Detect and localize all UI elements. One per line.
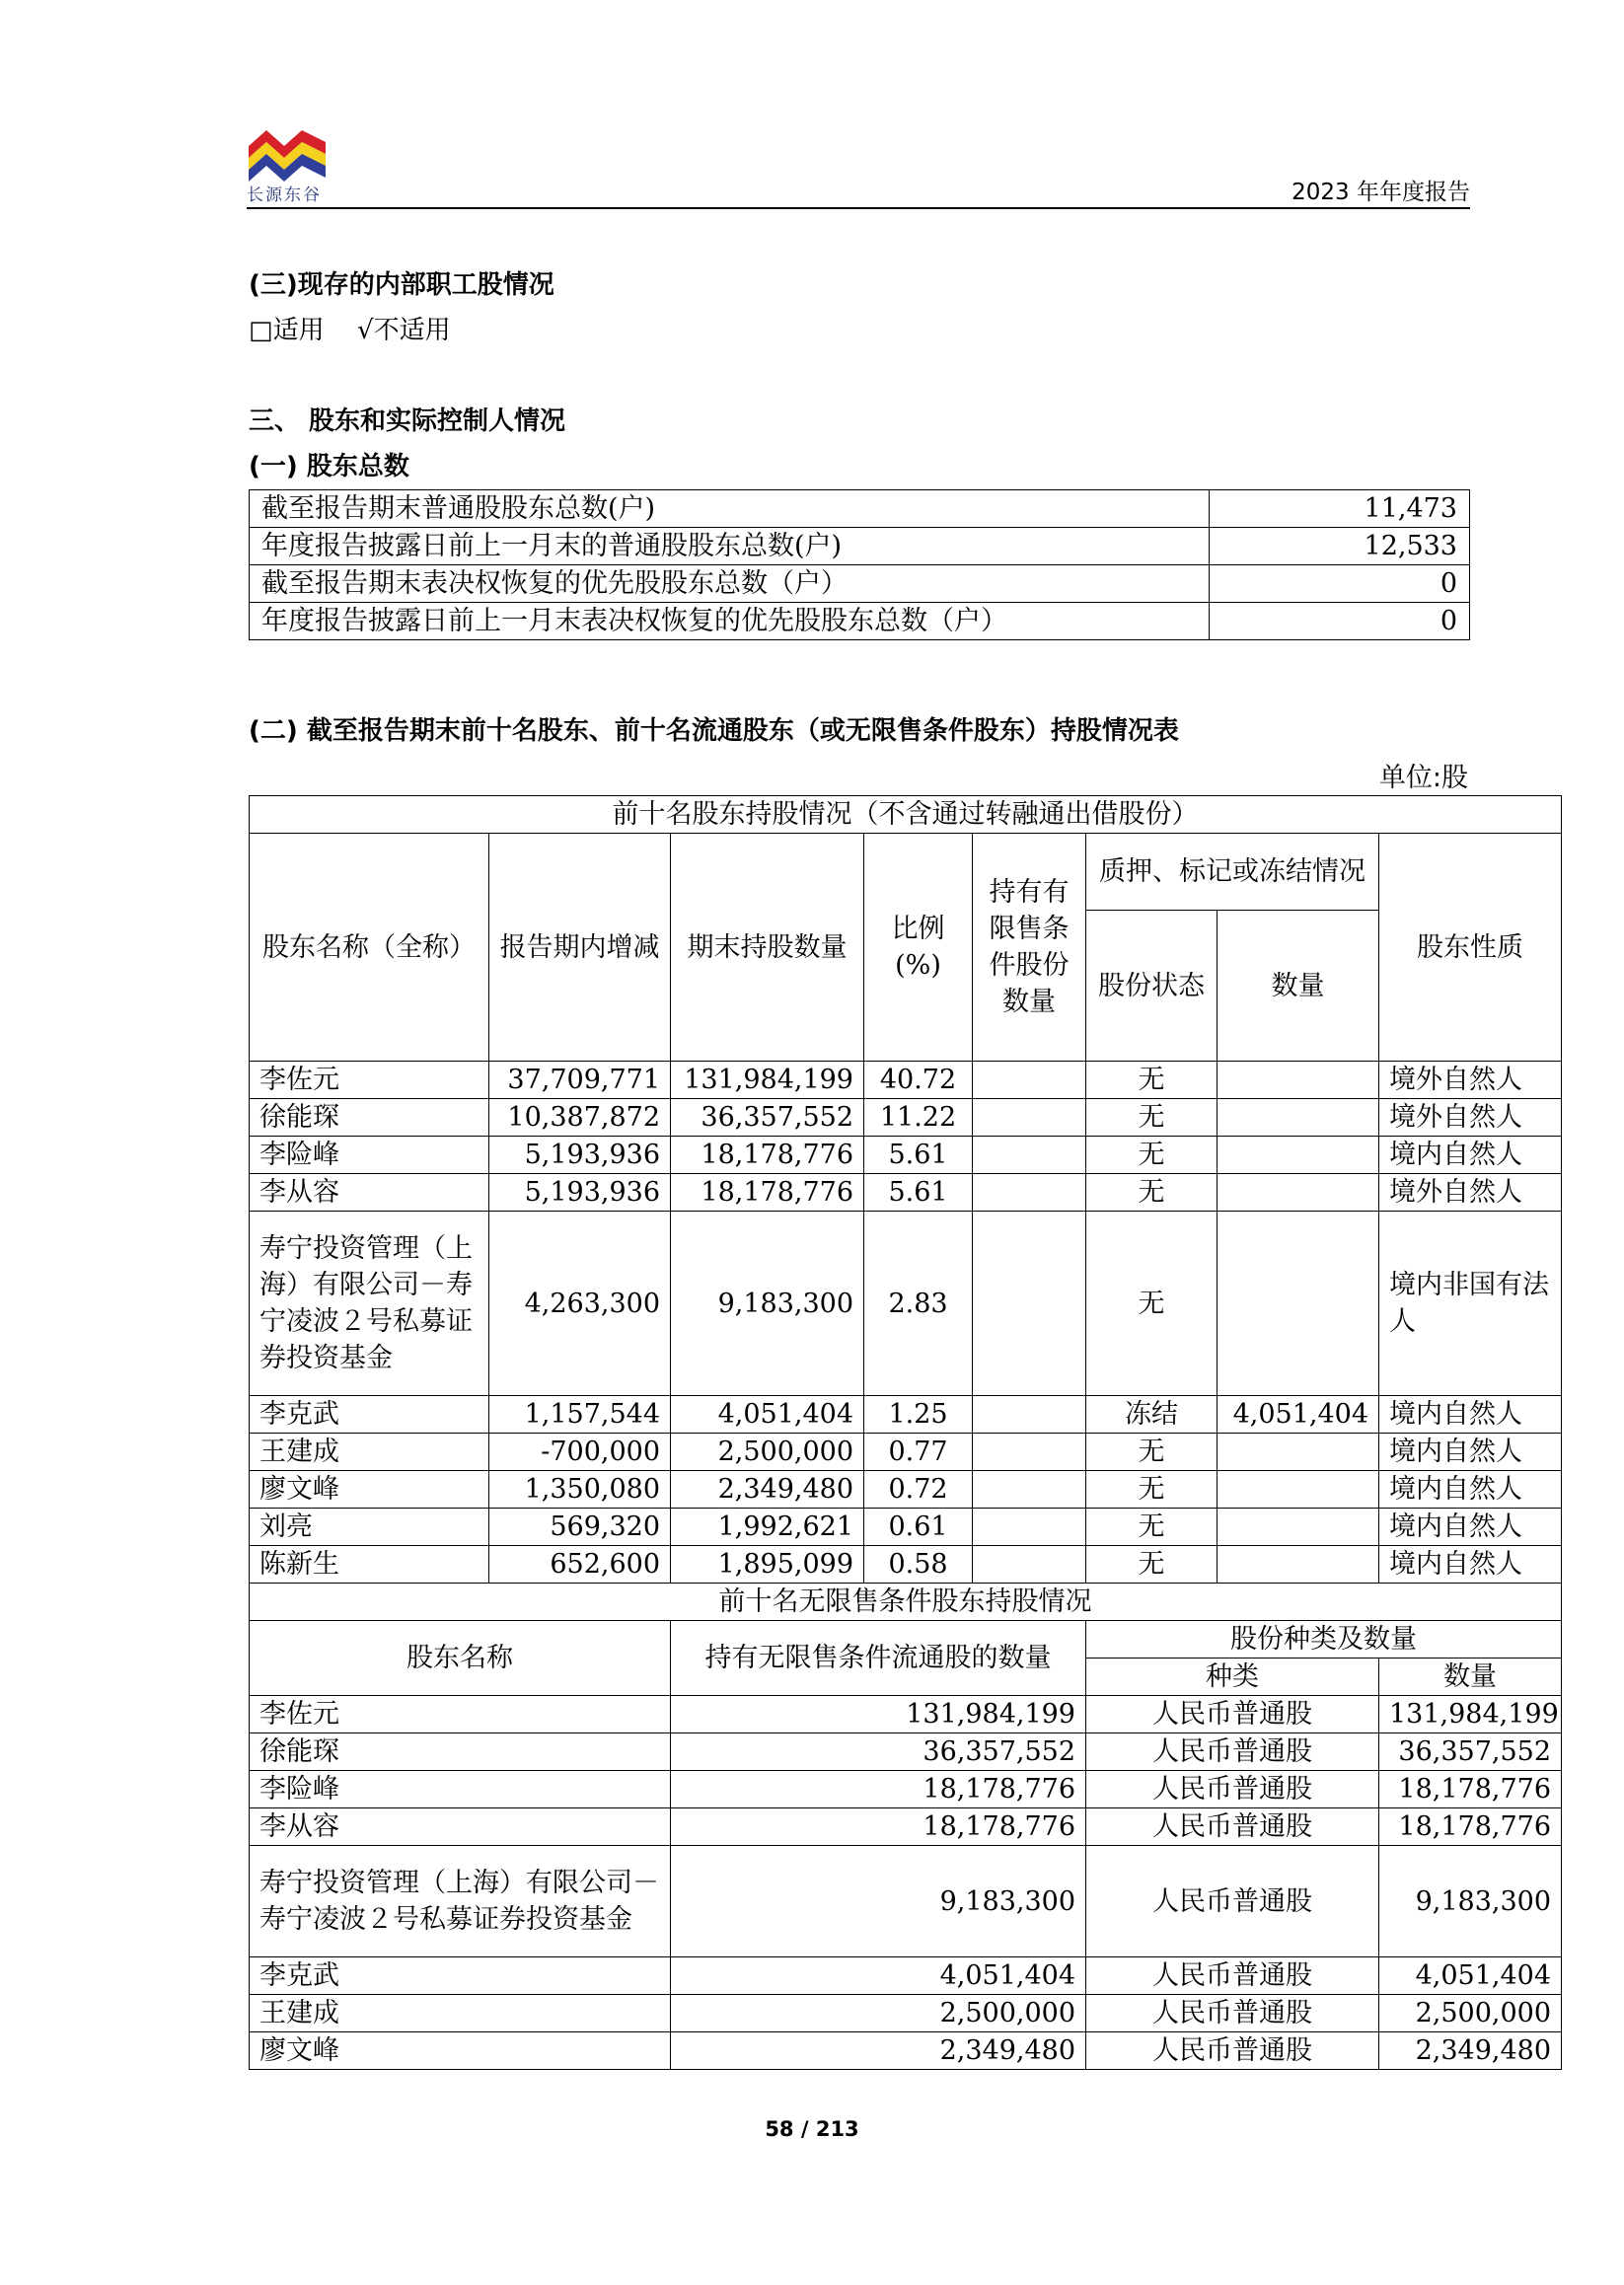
shareholder-change: 37,709,771	[489, 1062, 671, 1099]
col-header-change: 报告期内增减	[489, 834, 671, 1062]
shareholder-ratio: 40.72	[864, 1062, 973, 1099]
shareholder-name: 廖文峰	[250, 1471, 489, 1509]
unrestricted-name: 李佐元	[250, 1696, 671, 1733]
unrestricted-name: 李克武	[250, 1957, 671, 1995]
unrestricted-type: 人民币普通股	[1086, 1995, 1379, 2032]
unrestricted-row	[250, 1733, 1562, 1771]
col-header-pledge-status: 股份状态	[1086, 911, 1218, 1062]
unrestricted-row	[250, 1995, 1562, 2032]
unrestricted-row	[250, 1808, 1562, 1846]
unrestricted-type-qty: 131,984,199	[1379, 1696, 1562, 1733]
shareholder-pledge-qty	[1218, 1174, 1379, 1212]
unrestricted-row	[250, 1696, 1562, 1733]
shareholder-held: 9,183,300	[671, 1212, 864, 1396]
shareholder-held: 4,051,404	[671, 1396, 864, 1434]
shareholder-pledge-status: 无	[1086, 1471, 1218, 1509]
col-header-held: 期末持股数量	[671, 834, 864, 1062]
shareholder-row	[250, 1099, 1562, 1137]
unrestricted-row	[250, 1846, 1562, 1957]
unrestricted-type-qty: 9,183,300	[1379, 1846, 1562, 1957]
shareholder-restricted	[973, 1396, 1086, 1434]
unrestricted-col-type-qty: 数量	[1379, 1658, 1562, 1696]
shareholder-nature: 境内非国有法人	[1379, 1212, 1562, 1396]
shareholder-row	[250, 1212, 1562, 1396]
unrestricted-row	[250, 1957, 1562, 1995]
shareholder-name: 王建成	[250, 1434, 489, 1471]
shareholder-totals-heading: (一) 股东总数	[249, 452, 409, 481]
totals-label: 截至报告期末普通股股东总数(户)	[250, 490, 1210, 528]
shareholder-nature: 境外自然人	[1379, 1174, 1562, 1212]
unrestricted-type: 人民币普通股	[1086, 1771, 1379, 1808]
shareholder-nature: 境外自然人	[1379, 1062, 1562, 1099]
shareholder-pledge-status: 无	[1086, 1434, 1218, 1471]
unrestricted-qty: 18,178,776	[671, 1808, 1086, 1846]
shareholder-change: 652,600	[489, 1546, 671, 1584]
shareholder-restricted	[973, 1137, 1086, 1174]
shareholder-held: 36,357,552	[671, 1099, 864, 1137]
shareholder-change: 5,193,936	[489, 1174, 671, 1212]
shareholder-nature: 境内自然人	[1379, 1434, 1562, 1471]
shareholder-nature: 境内自然人	[1379, 1471, 1562, 1509]
totals-value: 11,473	[1210, 490, 1470, 528]
unrestricted-header-row	[250, 1621, 1562, 1658]
shareholder-change: 4,263,300	[489, 1212, 671, 1396]
col-header-nature: 股东性质	[1379, 834, 1562, 1062]
shareholder-pledge-qty	[1218, 1546, 1379, 1584]
shareholder-row	[250, 1546, 1562, 1584]
totals-label: 年度报告披露日前上一月末的普通股股东总数(户)	[250, 528, 1210, 565]
shareholder-ratio: 0.72	[864, 1471, 973, 1509]
unrestricted-qty: 36,357,552	[671, 1733, 1086, 1771]
unrestricted-qty: 9,183,300	[671, 1846, 1086, 1957]
shareholders-section-heading: 三、 股东和实际控制人情况	[249, 406, 566, 436]
shareholder-name: 李从容	[250, 1174, 489, 1212]
unrestricted-qty: 131,984,199	[671, 1696, 1086, 1733]
shareholder-pledge-qty	[1218, 1434, 1379, 1471]
totals-row	[250, 528, 1470, 565]
top-ten-caption: 前十名股东持股情况（不含通过转融通出借股份）	[250, 796, 1562, 834]
shareholder-name: 寿宁投资管理（上海）有限公司－寿宁凌波２号私募证券投资基金	[250, 1212, 489, 1396]
shareholder-held: 18,178,776	[671, 1174, 864, 1212]
shareholder-ratio: 1.25	[864, 1396, 973, 1434]
shareholder-pledge-qty	[1218, 1509, 1379, 1546]
unit-label: 单位:股	[1378, 763, 1468, 793]
totals-row	[250, 490, 1470, 528]
shareholder-restricted	[973, 1212, 1086, 1396]
shareholder-row	[250, 1062, 1562, 1099]
shareholder-row	[250, 1471, 1562, 1509]
report-title: 2023 年年度报告	[1292, 180, 1470, 205]
shareholder-restricted	[973, 1546, 1086, 1584]
unrestricted-type: 人民币普通股	[1086, 1733, 1379, 1771]
unrestricted-type-qty: 36,357,552	[1379, 1733, 1562, 1771]
shareholder-row	[250, 1434, 1562, 1471]
unrestricted-type: 人民币普通股	[1086, 1846, 1379, 1957]
unrestricted-type-qty: 4,051,404	[1379, 1957, 1562, 1995]
unrestricted-qty: 4,051,404	[671, 1957, 1086, 1995]
shareholder-pledge-status: 无	[1086, 1509, 1218, 1546]
col-header-ratio: 比例(%)	[864, 834, 973, 1062]
shareholder-restricted	[973, 1099, 1086, 1137]
unrestricted-name: 王建成	[250, 1995, 671, 2032]
shareholder-row	[250, 1396, 1562, 1434]
shareholder-ratio: 11.22	[864, 1099, 973, 1137]
totals-row	[250, 565, 1470, 603]
unrestricted-qty: 18,178,776	[671, 1771, 1086, 1808]
shareholder-pledge-qty	[1218, 1099, 1379, 1137]
unrestricted-type: 人民币普通股	[1086, 2032, 1379, 2070]
shareholder-restricted	[973, 1434, 1086, 1471]
unrestricted-type: 人民币普通股	[1086, 1696, 1379, 1733]
shareholder-restricted	[973, 1062, 1086, 1099]
shareholder-name: 李克武	[250, 1396, 489, 1434]
unrestricted-name: 廖文峰	[250, 2032, 671, 2070]
shareholder-ratio: 5.61	[864, 1137, 973, 1174]
unrestricted-qty: 2,349,480	[671, 2032, 1086, 2070]
unrestricted-name: 寿宁投资管理（上海）有限公司－寿宁凌波２号私募证券投资基金	[250, 1846, 671, 1957]
totals-label: 年度报告披露日前上一月末表决权恢复的优先股股东总数（户）	[250, 603, 1210, 640]
shareholder-name: 李险峰	[250, 1137, 489, 1174]
unrestricted-col-type: 种类	[1086, 1658, 1379, 1696]
totals-label: 截至报告期末表决权恢复的优先股股东总数（户）	[250, 565, 1210, 603]
shareholder-restricted	[973, 1509, 1086, 1546]
unrestricted-type: 人民币普通股	[1086, 1957, 1379, 1995]
shareholder-change: 10,387,872	[489, 1099, 671, 1137]
shareholder-ratio: 0.77	[864, 1434, 973, 1471]
shareholder-pledge-status: 无	[1086, 1062, 1218, 1099]
shareholder-held: 18,178,776	[671, 1137, 864, 1174]
shareholder-row	[250, 1137, 1562, 1174]
unrestricted-caption-row	[250, 1584, 1562, 1621]
totals-value: 0	[1210, 565, 1470, 603]
logo-text: 长源东谷	[247, 185, 322, 205]
unrestricted-name: 李从容	[250, 1808, 671, 1846]
unrestricted-type-qty: 2,500,000	[1379, 1995, 1562, 2032]
shareholder-held: 131,984,199	[671, 1062, 864, 1099]
totals-value: 12,533	[1210, 528, 1470, 565]
shareholder-pledge-qty	[1218, 1212, 1379, 1396]
shareholder-ratio: 2.83	[864, 1212, 973, 1396]
page-number: 58 / 213	[765, 2117, 859, 2141]
shareholder-pledge-status: 无	[1086, 1212, 1218, 1396]
shareholder-pledge-status: 无	[1086, 1546, 1218, 1584]
employee-shares-heading: (三)现存的内部职工股情况	[249, 270, 554, 300]
unrestricted-row	[250, 1771, 1562, 1808]
shareholder-name: 陈新生	[250, 1546, 489, 1584]
shareholder-name: 李佐元	[250, 1062, 489, 1099]
shareholder-restricted	[973, 1174, 1086, 1212]
totals-row	[250, 603, 1470, 640]
unrestricted-col-name: 股东名称	[250, 1621, 671, 1696]
shareholder-pledge-status: 冻结	[1086, 1396, 1218, 1434]
shareholder-ratio: 5.61	[864, 1174, 973, 1212]
unrestricted-col-qty: 持有无限售条件流通股的数量	[671, 1621, 1086, 1696]
unrestricted-name: 李险峰	[250, 1771, 671, 1808]
shareholder-nature: 境外自然人	[1379, 1099, 1562, 1137]
shareholder-change: 5,193,936	[489, 1137, 671, 1174]
col-header-name: 股东名称（全称）	[250, 834, 489, 1062]
top-ten-heading: (二) 截至报告期末前十名股东、前十名流通股东（或无限售条件股东）持股情况表	[249, 716, 1179, 746]
unrestricted-type-qty: 2,349,480	[1379, 2032, 1562, 2070]
unrestricted-name: 徐能琛	[250, 1733, 671, 1771]
unrestricted-type: 人民币普通股	[1086, 1808, 1379, 1846]
shareholder-held: 2,349,480	[671, 1471, 864, 1509]
shareholder-name: 徐能琛	[250, 1099, 489, 1137]
col-header-pledge-qty: 数量	[1218, 911, 1379, 1062]
shareholder-held: 2,500,000	[671, 1434, 864, 1471]
shareholder-pledge-status: 无	[1086, 1137, 1218, 1174]
shareholder-held: 1,992,621	[671, 1509, 864, 1546]
shareholder-change: 1,350,080	[489, 1471, 671, 1509]
unrestricted-type-qty: 18,178,776	[1379, 1771, 1562, 1808]
shareholder-nature: 境内自然人	[1379, 1137, 1562, 1174]
shareholder-pledge-status: 无	[1086, 1099, 1218, 1137]
shareholder-nature: 境内自然人	[1379, 1396, 1562, 1434]
unrestricted-type-qty: 18,178,776	[1379, 1808, 1562, 1846]
shareholder-ratio: 0.58	[864, 1546, 973, 1584]
shareholder-name: 刘亮	[250, 1509, 489, 1546]
shareholder-change: 1,157,544	[489, 1396, 671, 1434]
col-header-restricted: 持有有限售条件股份数量	[973, 834, 1086, 1062]
top-ten-shareholders-table	[249, 795, 1562, 2070]
shareholder-nature: 境内自然人	[1379, 1509, 1562, 1546]
shareholder-change: -700,000	[489, 1434, 671, 1471]
shareholder-pledge-status: 无	[1086, 1174, 1218, 1212]
not-applicable-option: √不适用	[357, 316, 451, 345]
shareholder-nature: 境内自然人	[1379, 1546, 1562, 1584]
unrestricted-col-type-group: 股份种类及数量	[1086, 1621, 1562, 1658]
shareholder-change: 569,320	[489, 1509, 671, 1546]
applicable-option: □适用	[249, 316, 325, 345]
shareholder-row	[250, 1174, 1562, 1212]
shareholder-totals-table	[249, 489, 1470, 640]
unrestricted-row	[250, 2032, 1562, 2070]
shareholder-pledge-qty	[1218, 1062, 1379, 1099]
totals-value: 0	[1210, 603, 1470, 640]
col-header-pledge-group: 质押、标记或冻结情况	[1086, 834, 1379, 911]
shareholder-ratio: 0.61	[864, 1509, 973, 1546]
shareholder-pledge-qty: 4,051,404	[1218, 1396, 1379, 1434]
shareholder-restricted	[973, 1471, 1086, 1509]
shareholder-row	[250, 1509, 1562, 1546]
header-divider	[247, 207, 1470, 209]
shareholder-pledge-qty	[1218, 1471, 1379, 1509]
unrestricted-qty: 2,500,000	[671, 1995, 1086, 2032]
unrestricted-caption: 前十名无限售条件股东持股情况	[250, 1584, 1562, 1621]
shareholder-pledge-qty	[1218, 1137, 1379, 1174]
shareholder-held: 1,895,099	[671, 1546, 864, 1584]
